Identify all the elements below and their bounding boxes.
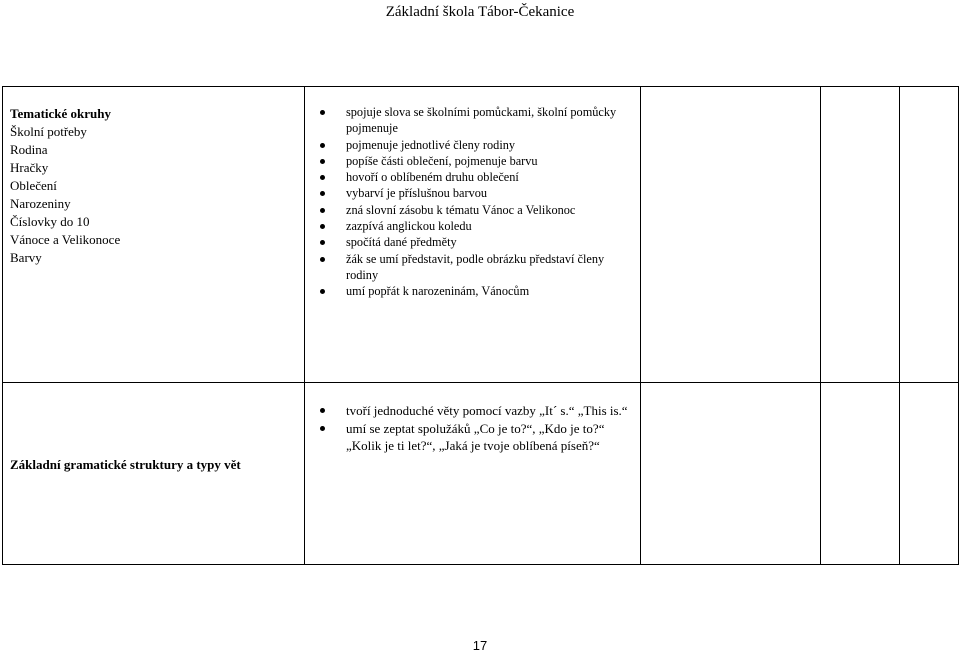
topics-heading: Tematické okruhy bbox=[10, 106, 111, 121]
topic-item: Barvy bbox=[10, 250, 42, 265]
empty-cell bbox=[821, 87, 900, 383]
outcome-text: umí se zeptat spolužáků „Co je to?“, „Kdo je to?“ „Kolik je ti let?“, „Jaká je tvoje oblíbená píseň?“ bbox=[346, 420, 605, 453]
topic-item: Číslovky do 10 bbox=[10, 214, 90, 229]
outcome-text: vybarví je příslušnou barvou bbox=[346, 186, 488, 201]
list-item bbox=[305, 185, 634, 201]
outcomes-cell bbox=[305, 87, 641, 383]
outcome-text: zná slovní zásobu k tématu Vánoc a Velikonoc bbox=[346, 202, 576, 217]
bullet-icon bbox=[320, 426, 325, 431]
bullet-icon bbox=[320, 110, 325, 115]
outcome-text: spojuje slova se školními pomůckami, školní pomůcky pojmenuje bbox=[346, 105, 617, 136]
topic-item: Hračky bbox=[10, 160, 49, 175]
table-row bbox=[3, 87, 959, 383]
list-item bbox=[305, 283, 634, 299]
list-item bbox=[305, 104, 634, 137]
list-item bbox=[305, 218, 634, 234]
empty-cell bbox=[900, 87, 959, 383]
topics-cell bbox=[3, 87, 305, 383]
topic-item: Rodina bbox=[10, 142, 48, 157]
list-item bbox=[305, 420, 634, 455]
grammar-cell bbox=[3, 383, 305, 565]
grammar-outcomes-cell bbox=[305, 383, 641, 565]
grammar-outcomes-list bbox=[305, 383, 640, 455]
grammar-heading: Základní gramatické struktury a typy vět bbox=[10, 457, 241, 472]
bullet-icon bbox=[320, 175, 325, 180]
list-item bbox=[305, 169, 634, 185]
bullet-icon bbox=[320, 289, 325, 294]
empty-cell bbox=[900, 383, 959, 565]
empty-cell bbox=[641, 383, 821, 565]
table-row bbox=[3, 383, 959, 565]
outcome-text: zazpívá anglickou koledu bbox=[346, 219, 472, 234]
bullet-icon bbox=[320, 224, 325, 229]
empty-cell bbox=[821, 383, 900, 565]
empty-cell bbox=[641, 87, 821, 383]
outcome-text: spočítá dané předměty bbox=[346, 235, 457, 250]
page-number: 17 bbox=[472, 638, 488, 653]
topic-item: Vánoce a Velikonoce bbox=[10, 232, 121, 247]
topic-item: Narozeniny bbox=[10, 196, 71, 211]
bullet-icon bbox=[320, 257, 325, 262]
outcome-text: tvoří jednoduché věty pomocí vazby „It´ s.“ „This is.“ bbox=[346, 403, 628, 418]
outcome-text: hovoří o oblíbeném druhu oblečení bbox=[346, 170, 519, 185]
list-item bbox=[305, 234, 634, 250]
list-item bbox=[305, 402, 634, 420]
topic-item: Školní potřeby bbox=[10, 124, 87, 139]
outcome-text: pojmenuje jednotlivé členy rodiny bbox=[346, 137, 516, 152]
outcomes-list bbox=[305, 87, 640, 300]
list-item bbox=[305, 137, 634, 153]
topic-item: Oblečení bbox=[10, 178, 57, 193]
outcome-text: žák se umí představit, podle obrázku představí členy rodiny bbox=[346, 251, 605, 282]
bullet-icon bbox=[320, 240, 325, 245]
bullet-icon bbox=[320, 408, 325, 413]
outcome-text: popíše části oblečení, pojmenuje barvu bbox=[346, 153, 538, 168]
list-item bbox=[305, 202, 634, 218]
bullet-icon bbox=[320, 208, 325, 213]
page-header: Základní škola Tábor-Čekanice bbox=[385, 4, 575, 20]
list-item bbox=[305, 251, 634, 284]
bullet-icon bbox=[320, 143, 325, 148]
bullet-icon bbox=[320, 159, 325, 164]
list-item bbox=[305, 153, 634, 169]
bullet-icon bbox=[320, 191, 325, 196]
outcome-text: umí popřát k narozeninám, Vánocům bbox=[346, 284, 530, 299]
curriculum-table bbox=[2, 86, 959, 565]
